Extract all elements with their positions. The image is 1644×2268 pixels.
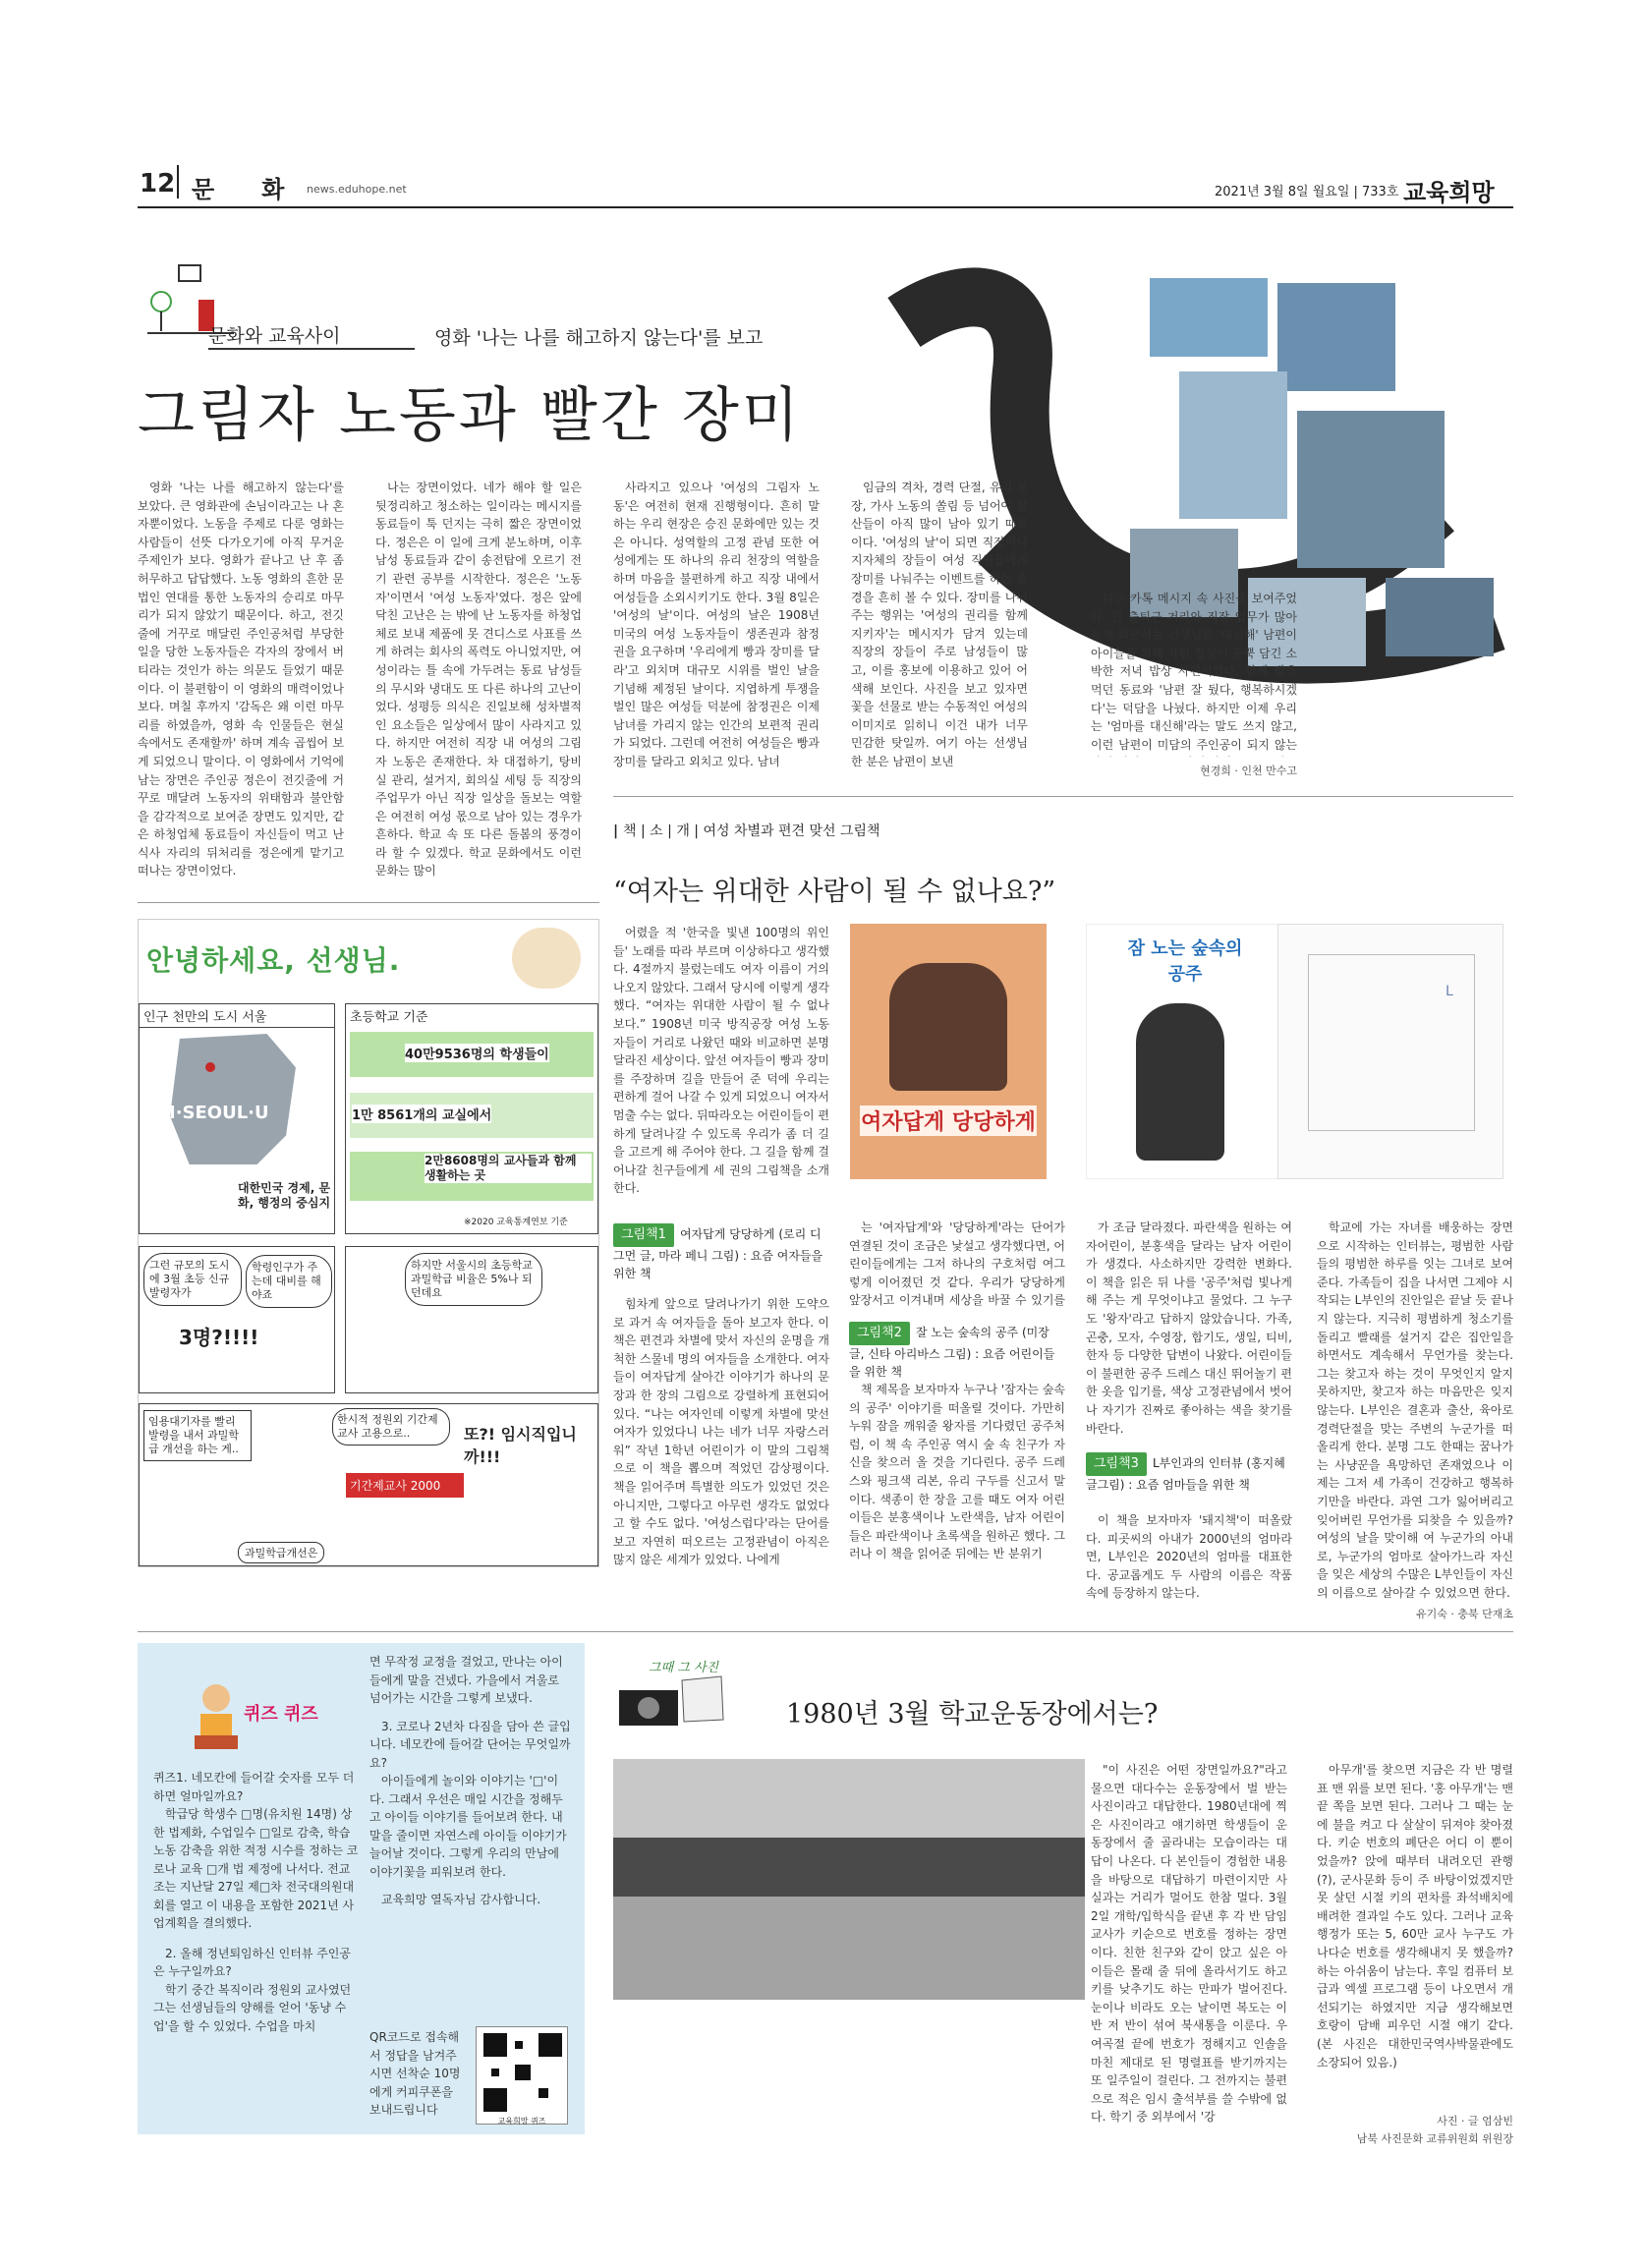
bottom-label: 과밀학급개선은 [238,1542,324,1563]
photo-sky [613,1759,1085,1838]
quiz-character-icon [187,1678,246,1752]
book-cover-2 [1086,924,1282,1179]
quiz-q1-text: 학급당 학생수 □명(유치원 14명) 상한 법제화, 수업일수 □일로 감축, 학습 노동 감축을 위한 적정 시수를 정하는 코로나 교육 □개 법 제정에 나서다. 전교조는 지난달 27일 제□차 전국대의원대회를 열고 이 내용을 포함한 2021년 사업계획을 결의했다. [153,1807,359,1930]
book2-text: 책 제목을 보자마자 누구나 '잠자는 숲속의 공주' 이야기를 떠올릴 것이다. 가만히 누워 잠을 깨워줄 왕자를 기다렸던 공주처럼, 이 책 속 주인공 역시 숲 속 친구가 자신을 찾으러 올 것을 기다린다. 공주 드레스와 핑크색 리본, 유리 구두를 신고서 말이다. 색종이 한 장을 고를 때도 여자 어린이들은 분홍색이나 노란색을, 남자 어린이들은 파란색이나 초록색을 원하곤 했다. 그러나 이 책을 읽어준 뒤에는 반 분위기 [849,1383,1065,1561]
feature-bottom-rule-right [613,796,1513,797]
shout-1: 3명?!!!! [179,1326,259,1349]
page-number: 12 [140,169,176,198]
book1-cover-title: 여자답게 당당하게 [860,1106,1037,1136]
feature-subtitle: 영화 '나는 나를 해고하지 않는다'를 보고 [434,327,764,349]
photo-credit-2: 남북 사진문화 교류위원회 위원장 [1356,2132,1513,2145]
section-title: 문 화 [192,176,285,203]
feature-col-4: 임금의 격차, 경력 단절, 유리 천장, 가사 노동의 쏠림 등 넘어야 할 산들이 아직 많이 남아 있기 때문이다. '여성의 날'이 되면 직장이나 지자체의 장들이 여성 직원들에게 장미를 나눠주는 이벤트를 하는 풍경을 흔히 볼 수 있다. 장미를 나눠주는 행위는 '여성의 권리를 함께 지키자'는 메시지가 담겨 있는데 직장의 장들이 주로 남성들이 많고, 이를 홍보에 이용하고 있어 어색해 보인다. 사진을 보고 있자면 꽃을 선물로 받는 수동적인 여성의 이미지로 읽히니 이건 내가 너무 민감한 탓일까. 여기 아는 선생님 한 분은 남편이 보낸 [851,481,1028,768]
book3-title: L부인과의 인터뷰 (홍지혜 글그림) : 요즘 엄마들을 위한 책 [1086,1456,1285,1492]
book1-text: 힘차게 앞으로 달려나가기 위한 도약으로 과거 속 여자들을 돌아 보고자 한다. 이 책은 편견과 차별에 맞서 자신의 운명을 개척한 스물네 명의 여자들을 소개한다. 여자들이 여자답게 살아간 이야기가 하나의 문장과 한 장의 그림으로 강렬하게 표현되어 있다. “나는 여자인데 이렇게 차별에 맞선 여자가 있었다니 나는 네가 너무 자랑스러워” 작년 1학년 어린이가 이 말의 그림책으로 이 책을 뽑으며 적었던 감상평이다. 책을 읽어주며 특별한 의도가 있었던 것은 아니지만, 그렇다고 아무런 생각도 없었다고 할 수도 없다. '여성스럽다'라는 단어를 보고 자연히 떠오르는 고정관념이 아직은 많지 않은 세계가 있었다. 나에게 [613,1297,829,1567]
sign-text: 기간제교사 2000 [346,1473,464,1498]
feature-bottom-rule-left [138,902,599,903]
stat-students: 40만9536명의 학생들이 [405,1044,549,1062]
korea-map [140,1028,334,1175]
review-category: | 책 | 소 | 개 | 여성 차별과 편견 맞선 그림책 [613,823,880,839]
section-rule [138,1631,1513,1632]
review-intro: 어렸을 적 '한국을 빛낸 100명의 위인들' 노래를 따라 부르며 이상하다고 생각했다. 4절까지 불렀는데도 여자 이름이 거의 나오지 않았다. 그래서 당시에 이렇게 생각했다. “여자는 위대한 사람이 될 수 없나 보다.” 1908년 미국 방직공장 여성 노동자들이 거리로 나왔던 때와 비교하면 분명 달라진 세상이다. 앞선 여자들이 빵과 장미를 주장하며 길을 만들어 준 덕에 우리는 편하게 걸어 나갈 수 있게 되었으니 여자서 멈출 수는 없다. 뒤따라오는 어린이들이 편하게 달려나갈 수 있도록 우리가 좀 더 길을 고르게 해 주어야 한다. 그 길을 함께 걸어나갈 친구들에게 세 권의 그림책을 소개한다. [613,926,829,1196]
book2-cover-title: 잠 노는 숲속의 공주 [1127,938,1243,985]
tag-book2: 그림책2 [849,1322,910,1345]
feature-headline: 그림자 노동과 빨간 장미 [138,381,802,450]
book2-block [849,1322,1065,1381]
book3-cube [1308,954,1475,1131]
tag-book3: 그림책3 [1086,1452,1147,1476]
photo-series-label: 그때 그 사진 [649,1661,719,1675]
panel-4 [345,1246,598,1393]
review-col4: 학교에 가는 자녀를 배웅하는 장면으로 시작하는 인터뷰는, 평범한 사람들의 평범한 하루를 잇는 그녀로 보여준다. 가족들이 집을 나서면 그제야 시작되는 L부인의 진안일은 끝날 듯 끝나지 않는다. 지극히 평범하게 청소기를 돌리고 빨래를 설거지 같은 집안일을 하면서도 계속해서 무언가를 찾는다. 그는 찾고자 하는 것이 무엇인지 알지 못하지만, 찾고자 하는 마음만은 잊지 않는다. L부인은 결혼과 출산, 육아로 경력단절을 맞는 주변의 누군가를 떠올리게 한다. 분명 그도 한때는 꿈나가는 사냥꾼을 욕망하던 존재였으나 이제는 그저 세 가족이 건강하고 행복하기만을 바란다. 과연 그가 잃어버리고 잊어버린 무언가를 되찾을 수 있을까? 여성의 날을 맞이해 여 누군가의 아내로, 누군가의 엄마로 살아가느라 자신을 잊은 세상의 수많은 L부인들이 자신의 이름으로 살아갈 수 있었으면 한다. [1317,1220,1513,1600]
panel-3 [139,1246,335,1393]
tag-book1: 그림책1 [613,1223,674,1247]
bubble-2: 학령인구가 주는데 대비를 해야죠 [246,1255,332,1308]
issue-date: 2021년 3월 8일 월요일 | 733호 [1215,185,1399,199]
book2-title: 잘 노는 숲속의 공주 (미장 글, 신타 아리바스 그림) : 요즘 어린이들을 위한 책 [849,1326,1055,1379]
cartoon-title: 안녕하세요, 선생님. [146,944,401,977]
camera-illustration [613,1671,731,1729]
panel2-label: 초등학교 기준 [350,1010,428,1025]
website-link[interactable]: news.eduhope.net [307,183,407,196]
quiz-title: 퀴즈 퀴즈 [244,1704,318,1725]
panel-seoul [139,1003,335,1234]
teacher-character [512,928,581,989]
bubble-3: 하지만 서울시의 초등학교 과밀학급 비율은 5%나 되던데요 [405,1253,542,1306]
feature-col-3: 사라지고 있으나 '여성의 그림자 노동'은 여전히 현재 진행형이다. 흔히 말하는 우리 현장은 승진 문화에만 있는 것은 아니다. 성역할의 고정 관념 또한 여성에게는 또 하나의 유리 천장의 역할을 하며 마음을 불편하게 하고 직장 내에서 여성들을 소외시키기도 한다. 3월 8일은 '여성의 날'이다. 여성의 날은 1908년 미국의 여성 노동자들이 생존권과 참정권을 요구하며 '우리에게 빵과 장미를 달라'고 외치며 대규모 시위를 벌인 날을 기념해 제정된 날이다. 지엽하게 투쟁을 벌인 많은 여성들 덕분에 참정권은 이제 남녀를 가리지 않는 인간의 보편적 권리가 되었다. 그런데 여전히 여성들은 빵과 장미를 달라고 외치고 있다. 남녀 [613,481,820,768]
book3-block [1086,1452,1292,1494]
bubble-5: 임용대기자를 빨리 발령을 내서 과밀학급 개선을 하는 게.. [143,1410,252,1461]
header-divider [177,165,179,198]
book1-title: 여자답게 당당하게 (로리 디그먼 글, 마라 페니 그림) : 요즘 여자들을 위한 책 [613,1227,823,1280]
cartoon-box [138,919,599,1567]
stat-teachers: 2만8608명의 교사들과 함께 생활하는 곳 [425,1154,592,1183]
photo-col2: 아무개'를 찾으면 지금은 각 반 명렬표 맨 위를 보면 된다. '홍 아무개'는 맨 끝 쪽을 보면 된다. 그러나 그 때는 눈에 불을 켜고 다 살살이 뒤져야 찾아졌다. 키순 번호의 폐단은 어디 이 뿐이었을까? 앉에 때부터 내려오던 관행(?), 군사문화 등이 주 바탕이었겠지만 못 살던 시절 키의 편차를 좌석배치에 배려한 결과일 수도 있다. 그러나 교육행정가 또는 5, 60만 교사 누구도 가나다순 번호를 생각해내지 못 했을까? 하는 아쉬움이 남는다. 후일 컴퓨터 보급과 엑셀 프로그램 등이 나오면서 개선되기는 하였지만 지금 생각해보면 호랑이 담배 피우던 시절 얘기 같다.(본 사진은 대한민국역사박물관에도 소장되어 있음.) [1317,1763,1513,2070]
shout-2: 또?! 임시직입니까!!! [464,1425,577,1466]
series-underline [208,348,415,350]
book1-block [613,1223,829,1282]
book-cover-1 [850,924,1047,1179]
feature-credit: 현경희 · 인천 만수고 [1200,765,1297,777]
feature-col-5: 다는 카톡 메시지 속 사진을 보여주었다. 긴 출퇴근 거리와 직장 업무가 많아 늦게 퇴근하는 선생님을 '대신해' 남편이 아이들을 위해 차린 정성이 듬뿍 담긴 소박한 저녁 밥상 사진이었다. 함께 밥을 먹던 동료와 '남편 잘 뒀다, 행복하시겠다'는 덕담을 나눴다. 하지만 이제 우리는 '엄마를 대신해'라는 말도 쓰지 않고, 이런 남편이 미담의 주인공이 되지 않는 [1091,592,1297,752]
book1-illustration [889,963,1007,1091]
photo-crowd [613,1838,1085,1897]
review-credit: 유기숙 · 충북 단재초 [1416,1608,1513,1620]
quiz-q2: 2. 올해 정년퇴임하신 인터뷰 주인공은 누구일까요? [153,1946,351,1978]
photo-col1: "이 사진은 어떤 장면일까요?"라고 물으면 대다수는 운동장에서 벌 받는 사진이라고 대답한다. 1980년대에 찍은 사진이라고 얘기하면 학생들이 운동장에서 줄 골라내는 모습이라는 대답이 나온다. 다 본인들이 경험한 내용을 바탕으로 대답하기 마련이지만 사실과는 거리가 멀어도 한참 멀다. 3월 2일 개학/입학식을 끝낸 후 각 반 담임교사가 키순으로 번호를 정하는 장면이다. 친한 친구와 같이 앉고 싶은 아이들은 몰래 줄 뒤에 올라서기도 하고 키를 낮추기도 하는 만파가 벌어진다. 눈이나 비라도 오는 날이면 복도는 이 반 저 반이 섞여 북새통을 이룬다. 우여곡절 끝에 번호가 정해지고 인솔을 마친 제대로 된 명렬표를 받기까지는 또 일주일이 걸린다. 그 전까지는 불편으로 적은 임시 출석부를 쓸 수밖에 없다. 학기 중 외부에서 '강 [1091,1763,1287,2125]
book3-text: 이 책을 보자마자 '돼지책'이 떠올랐다. 피곳씨의 아내가 2000년의 엄마라면, L부인은 2020년의 엄마를 대표한다. 공교롭게도 두 사람의 이름은 작품 속에 등장하지 않는다. [1086,1513,1292,1601]
newspaper-logo: 교육희망 [1403,179,1495,206]
qr-instructions: QR코드로 접속해서 정답을 남겨주시면 선착순 10명에게 커피쿠폰을 보내드립니다 [369,2030,461,2117]
quiz-q2-cont: 면 무작정 교정을 걸었고, 만나는 아이들에게 말을 건넸다. 가을에서 겨울로 넘어가는 시간을 그렇게 보냈다. [369,1655,563,1705]
seoul-label: I·SEOUL·U [169,1103,269,1123]
book2-illustration [1136,1003,1224,1161]
review-headline: “여자는 위대한 사람이 될 수 없나요?” [613,877,1056,907]
panel-stats [345,1003,598,1234]
bubble-1: 그런 규모의 도시에 3월 초등 신규발령자가 [143,1253,242,1306]
photo-credit-1: 사진 · 글 엄삼빈 [1437,2115,1513,2127]
feature-col-2: 나는 장면이었다. 네가 해야 할 일은 뒷정리하고 청소하는 일이라는 메시지를 동료들이 툭 던지는 극히 짧은 장면이었다. 정은은 이 일에 크게 분노하며, 이후 남성 동료들과 같이 송전탑에 오르기 전기 관련 공부를 시작한다. 정은은 '노동자'이면서 '여성 노동자'였다. 정은 앞에 닥친 고난은 는 밖에 난 노동자를 하청업체로 보내 제품에 못 견디스로 사표를 쓰게 하려는 회사의 폭력도 아니었지만, 여성이라는 틀 속에 가두려는 동료 남성들의 무시와 냉대도 또 다른 하나의 고난이었다. 성평등 의식은 진일보해 성차별적인 요소들은 일상에서 많이 사라지고 있다. 하지만 여전히 직장 내 여성의 그림자 노동은 존재한다. 차 대접하기, 탕비실 관리, 설거지, 회의실 세팅 등 직장의 주업무가 아닌 직장 일상을 돌보는 역할은 여전히 여성 몫으로 남아 있는 경우가 흔하다. 학교 속 또 다른 돌봄의 풍경이라 할 수 있겠다. 학교 문화에서도 이런 문화는 많이 [375,481,582,879]
panel1-label: 인구 천만의 도시 서울 [140,1004,334,1028]
qr-caption: 교육희망 퀴즈 [497,2117,546,2126]
panel1-caption: 대한민국 경제, 문화, 행정의 중심지 [238,1181,331,1210]
quiz-q3: 3. 코로나 2년차 다짐을 담아 쓴 글입니다. 네모칸에 들어갈 단어는 무엇일까요? [369,1719,571,1770]
review-col3-top: 가 조금 달라졌다. 파란색을 원하는 여자어린이, 분홍색을 달라는 남자 어린이가 생겼다. 사소하지만 강력한 변화다. 이 책을 읽은 뒤 나를 '공주'처럼 빛나게 해 주는 게 무엇이냐고 물었다. 그 누구도 '왕자'라고 답하지 않았습니다. 가족, 곤충, 모자, 수영장, 합기도, 생일, 티비, 한자 등 다양한 답변이 나왔다. 어린이들이 불편한 공주 드레스 대신 뛰어놀기 편한 옷을 입기를, 색상 고정관념에서 벗어나 자기가 진짜로 좋아하는 색을 찾기를 바란다. [1086,1220,1292,1436]
quiz-q2-text: 학기 중간 복직이라 정원외 교사였던 그는 선생님들의 양해를 얻어 '동냥 수업'을 할 수 있었다. 수업을 마치 [153,1982,352,2033]
quiz-q1: 퀴즈1. 네모칸에 들어갈 숫자를 모두 더하면 얼마일까요? [153,1771,355,1803]
quiz-q3-text: 아이들에게 놀이와 이야기는 '□'이다. 그래서 우선은 매일 시간을 정해두고 아이들 이야기를 들어보려 한다. 내 말을 줄이면 자연스레 아이들 이야기가 늘어날 것이다. 그렇게 우리의 만남에 이야기꽃을 피워보려 한다. [369,1774,567,1879]
quiz-col1 [153,1769,360,2035]
bubble-4: 한시적 정원외 기간제교사 고용으로.. [332,1408,450,1446]
photo-title: 1980년 3월 학교운동장에서는? [786,1699,1159,1729]
review-col2-top: 는 '여자답게'와 '당당하게'라는 단어가 연결된 것이 조금은 낯설고 생각했다면, 어린이들에게는 그저 하나의 구호처럼 여그렇게 이어졌던 것 같다. 우리가 당당하게 앞장서고 이겨내며 세상을 바꿀 수 있기를 [849,1220,1065,1308]
quiz-col2 [369,1653,571,1909]
feature-col-1: 영화 '나는 나를 해고하지 않는다'를 보았다. 큰 영화관에 손님이라고는 나 혼자뿐이었다. 노동을 주제로 다룬 영화는 사람들이 선뜻 다가오기에 아직 무거운 주제인가 보다. 영화가 끝나고 난 후 좀 허무하고 답답했다. 노동 영화의 흔한 문법인 연대를 통한 노동자의 승리로 마무리가 되지 않았기 때문이다. 하고, 전깃줄에 거꾸로 매달린 주인공처럼 부당한 일을 당한 노동자들은 각자의 장에서 버티라는 것인가 하는 의문도 들었기 때문이다. 이 불편함이 이 영화의 매력이었나 보다. 며칠 후까지 '감독은 왜 이런 마무리를 하였을까, 영화 속 인물들은 현실 속에서도 존재할까' 하며 계속 곱씹어 보게 되었으니 말이다. 이 영화에서 기억에 남는 장면은 주인공 정은이 전깃줄에 거꾸로 매달려 노동자의 위태함과 불안함을 감각적으로 보여준 장면도 있지만, 같은 하청업체 동료들이 자신들이 먹고 난 식사 자리의 뒤처리를 정은에게 맡기고 떠나는 장면이었다. [138,481,344,879]
photo-ground [613,1897,1085,2000]
header-rule [138,206,1513,208]
panel-5 [139,1403,598,1566]
school-ground-photo [613,1759,1085,2000]
book-cover-3 [1277,924,1503,1179]
qr-code[interactable] [476,2026,568,2125]
quiz-box [138,1643,585,2134]
book3-cover-title: L [1446,984,1453,999]
quiz-thanks: 교육희망 열독자님 감사합니다. [381,1893,541,1906]
stat-classrooms: 1만 8561개의 교실에서 [352,1105,491,1123]
series-label: 문화와 교육사이 [208,325,341,347]
stat-source: ※2020 교육통계연보 기준 [464,1218,568,1227]
